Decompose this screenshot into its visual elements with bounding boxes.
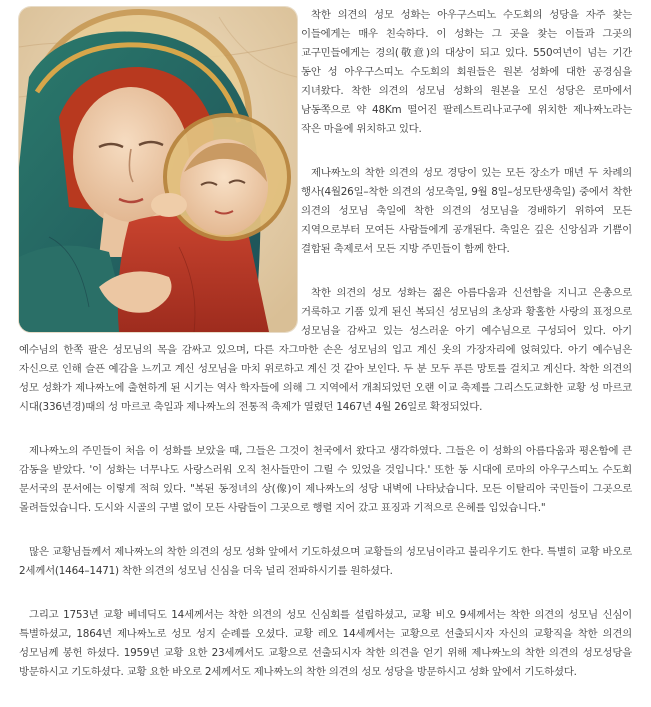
- paragraph-4: 제나짜노의 주민들이 처음 이 성화를 보았을 때, 그들은 그것이 천국에서 왔다고 생각하였다. 그들은 이 성화의 아름다움과 평온함에 큰 감동을 받았다. '이 성화는 너무나도 사랑스러워 오직 천사들만이 그릴 수 있었을 것입니다.' 또한 동 시대에 로마의 아우구스띠노 수도회 문서국의 문서에는 이렇게 적혀 있다. "복된 동정녀의 상(像)이 제나짜노의 성당 내벽에 나타났습니다. 모든 이탈리아 국민들이 그곳으로 몰려들었습니다. 도시와 시골의 구별 없이 모든 사람들이 그곳으로 행렬 지어 갔고 표징과 기적으로 은혜를 입었습니다.": [19, 445, 632, 514]
- paragraph-5: 많은 교황님들께서 제나짜노의 착한 의견의 성모 성화 앞에서 기도하셨으며 교황들의 성모님이라고 불리우기도 한다. 특별히 교황 바오로 2세께서(1464–1471) 착한 의견의 성모님 신심을 더욱 널리 전파하시기를 원하셨다.: [19, 546, 632, 577]
- paragraph-3: 착한 의견의 성모 성화는 젊은 아름다움과 신선함을 지니고 은총으로 거룩하고 기품 있게 된신 복되신 성모님의 초상과 황홀한 사랑의 표정으로 성모님을 감싸고 있는 성스러운 아기 예수님으로 구성되어 있다. 아기 예수님의 한쪽 팔은 성모님의 목을 감싸고 있으며, 다른 자그마한 손은 성모님의 입고 계신 옷의 가장자리에 얹혀있다. 아기 예수님은 자신으로 인해 슬픈 예감을 느끼고 계신 성모님을 마치 위로하고 계신 것 같아 보인다. 두 분 모두 푸른 망토를 걸치고 계신다. 착한 의견의 성모 성화가 제나짜노에 출현하게 된 시기는 역사 학자들에 의해 그 지역에서 개최되었던 오랜 이교 축제를 그리스도교화한 교황 성 마르코 시대(336년경)때의 성 마르코 축일과 제나짜노의 전통적 축제가 열렸던 1467년 4월 26일로 확정되었다.: [19, 287, 632, 413]
- paragraph-1: 착한 의견의 성모 성화는 아우구스띠노 수도회의 성당을 자주 찾는 이들에게는 매우 친숙하다. 이 성화는 그 곳을 찾는 이들과 그곳의 교구민들에게는 경의(敬意)의 대상이 되고 있다. 550여년이 넘는 기간 동안 성 아우구스띠노 수도회의 회원들은 원본 성화에 대한 공경심을 지녀왔다. 착한 의견의 성모님 성화의 원본을 모신 성당은 로마에서 남동쪽으로 약 48Km 떨어진 팔레스트리나교구에 위치한 제나짜노라는 작은 마을에 위치하고 있다.: [301, 9, 632, 135]
- image-float-spacer: [0, 6, 301, 338]
- paragraph-2: 제나짜노의 착한 의견의 성모 경당이 있는 모든 장소가 매년 두 차례의 행사(4월26일–착한 의견의 성모축일, 9월 8일–성모탄생축일) 중에서 착한 의견의 성모님 축일에 착한 의견의 성모님을 경배하기 위하여 모든 지역으로부터 모여든 사람들에게 공개된다. 축일은 깊은 신앙심과 기쁨이 결합된 축제로서 모든 지방 주민들이 함께 한다.: [301, 167, 632, 255]
- article-body: [0, 6, 651, 707]
- paragraph-6: 그리고 1753년 교황 베네딕도 14세께서는 착한 의견의 성모 신심회를 설립하셨고, 교황 비오 9세께서는 착한 의견의 성모님 신심이 특별하셨고, 1864년 제나짜노로 성모 성지 순례를 오셨다. 교황 레오 14세께서는 교황으로 선출되시자 자신의 교황직을 착한 의견의 성모님께 봉헌 하셨다. 1959년 교황 요한 23세께서도 교황으로 선출되시자 착한 의견을 얻기 위해 제나짜노의 착한 의견의 성모성당을 방문하시고 기도하셨다. 교황 요한 바오로 2세께서도 제나짜노의 착한 의견의 성모 성당을 방문하시고 성화 앞에서 기도하셨다.: [19, 609, 632, 678]
